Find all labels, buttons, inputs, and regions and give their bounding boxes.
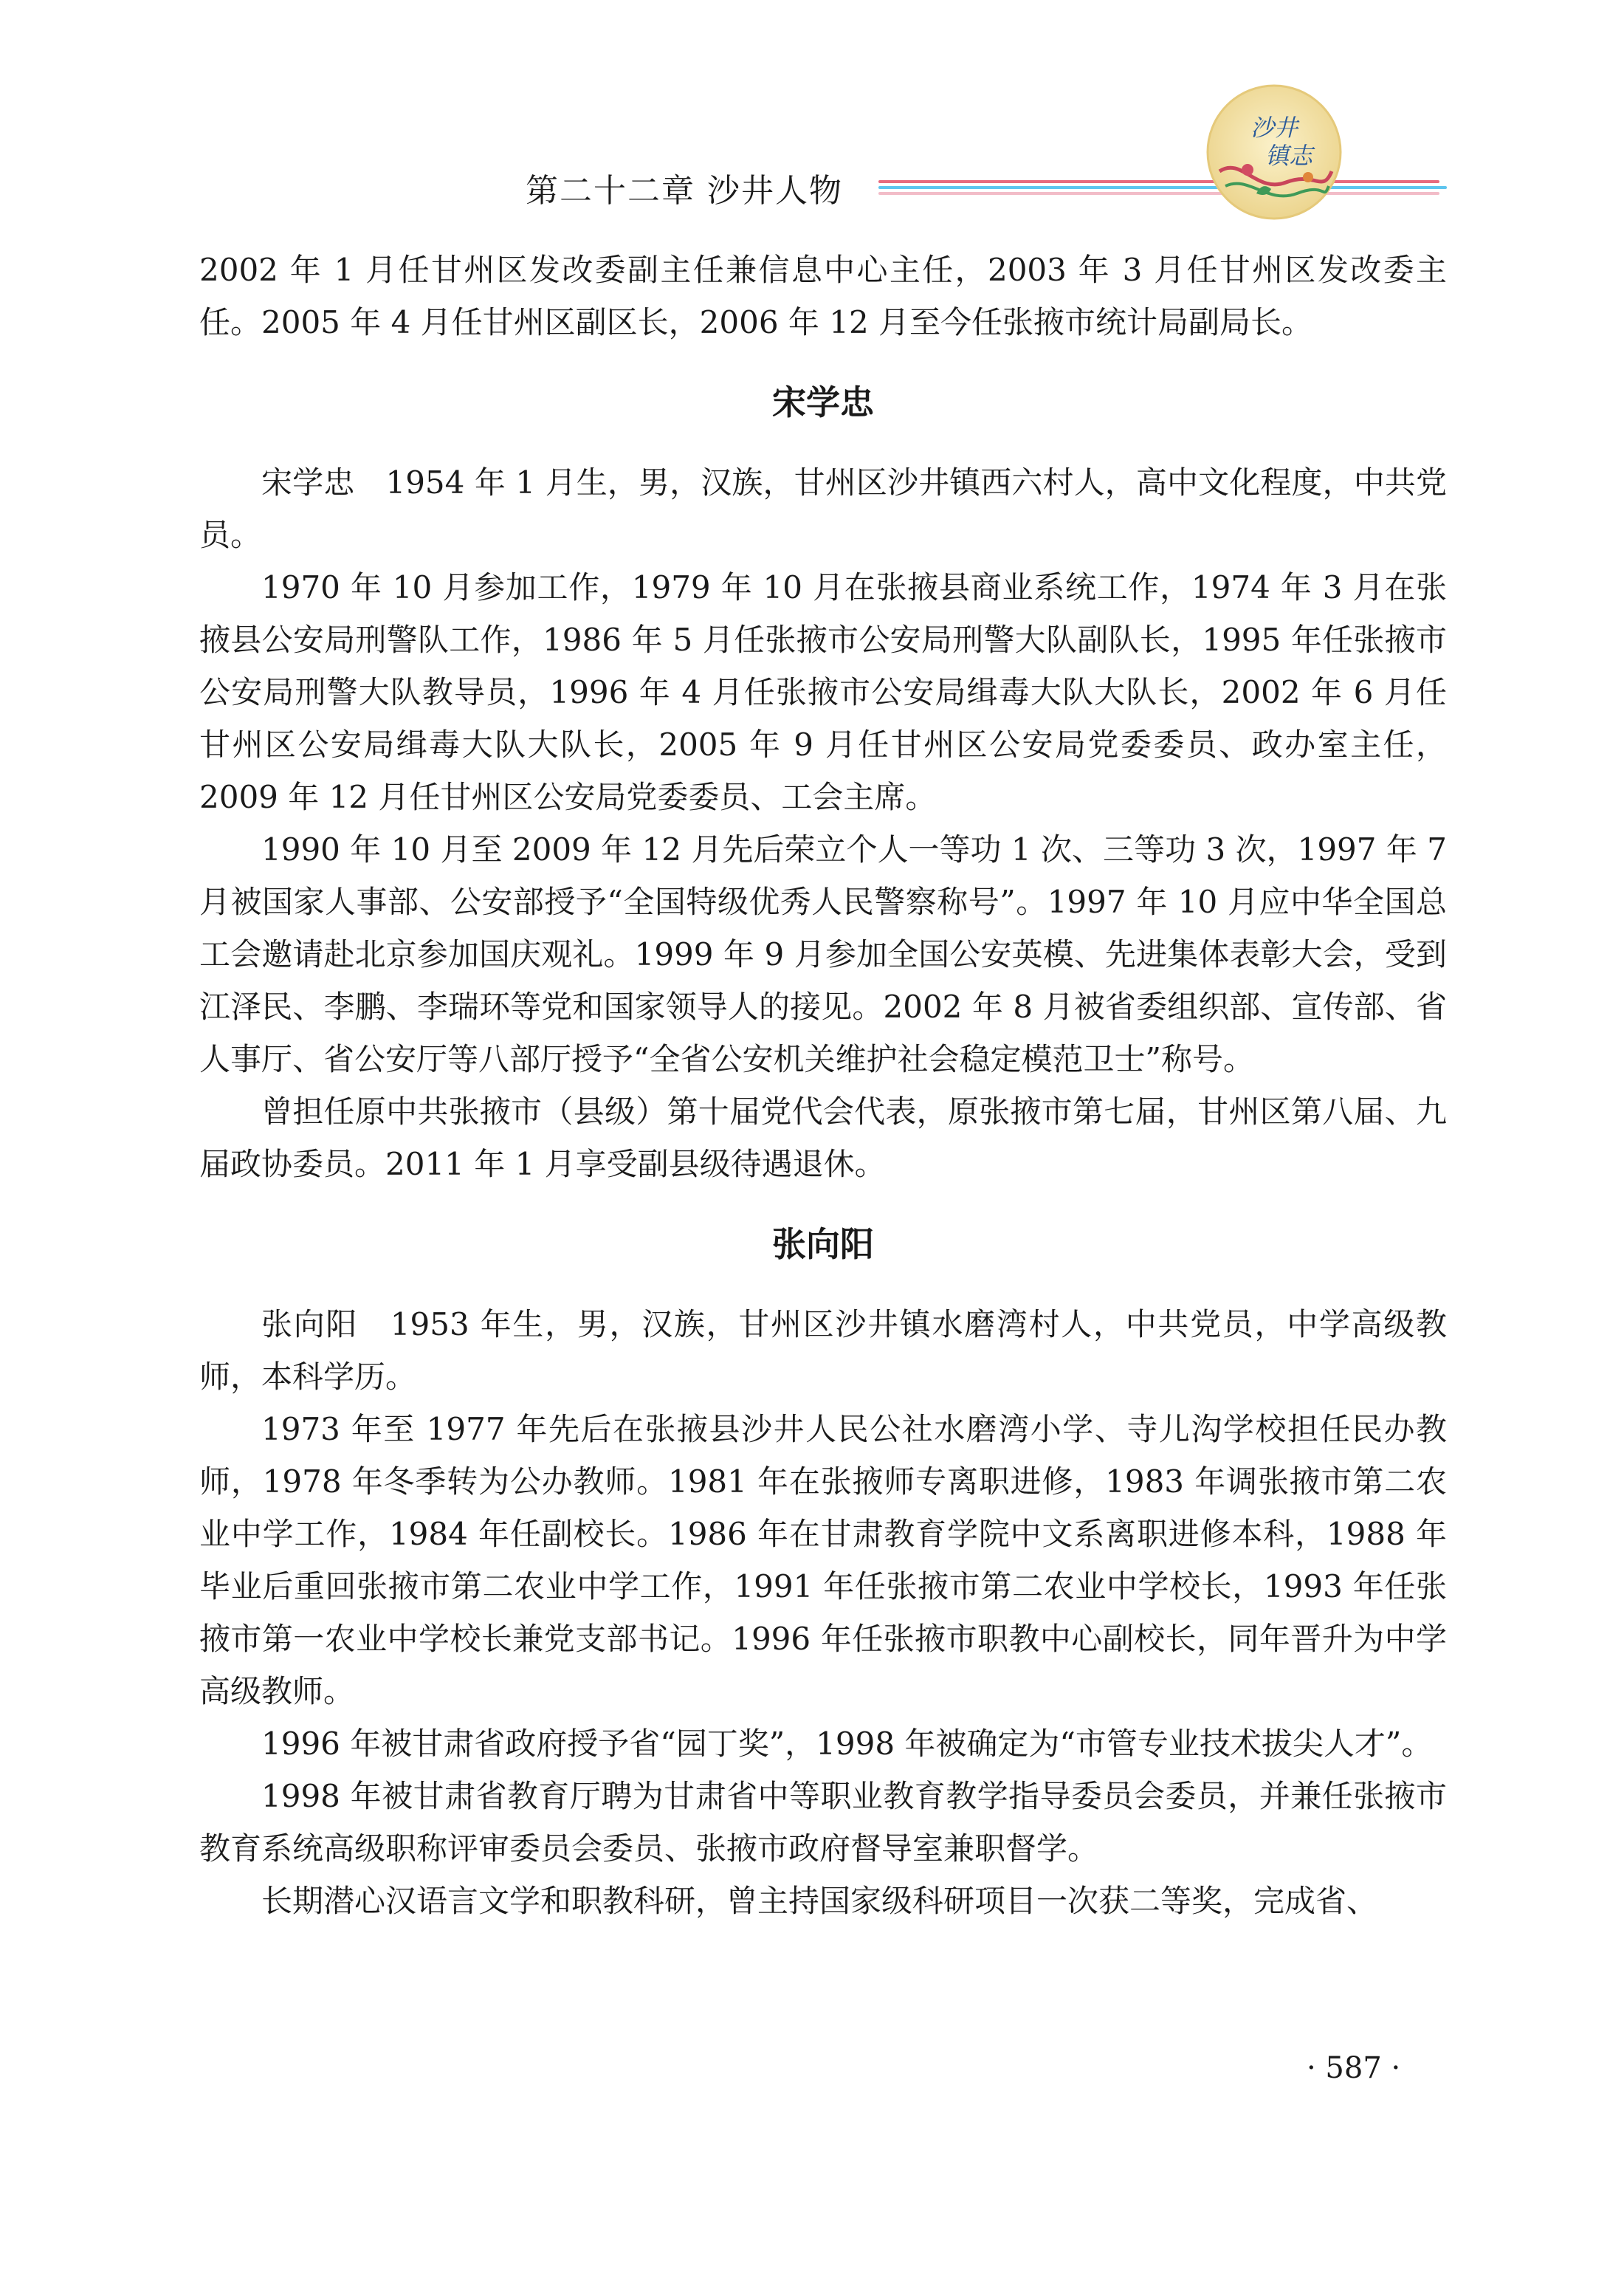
page-number: · 587 · [1307, 2051, 1401, 2085]
paragraph: 1970 年 10 月参加工作，1979 年 10 月在张掖县商业系统工作，1974 年 3 月在张掖县公安局刑警队工作，1986 年 5 月任张掖市公安局刑警大队副队长，1995 年任张掖市公安局刑警大队教导员，1996 年 4 月任张掖市公安局缉毒大队大队长，2002 年 6 月任甘州区公安局缉毒大队大队长，2005 年 9 月任甘州区公安局党委委员、政办室主任，2009 年 12 月任甘州区公安局党委委员、工会主席。 [199, 569, 1447, 815]
paragraph: 1990 年 10 月至 2009 年 12 月先后荣立个人一等功 1 次、三等功 3 次，1997 年 7 月被国家人事部、公安部授予“全国特级优秀人民警察称号”。1997 年 10 月应中华全国总工会邀请赴北京参加国庆观礼。1999 年 9 月参加全国公安英模、先进集体表彰大会，受到江泽民、李鹏、李瑞环等党和国家领导人的接见。2002 年 8 月被省委组织部、宣传部、省人事厅、省公安厅等八部厅授予“全省公安机关维护社会稳定模范卫士”称号。 [199, 831, 1447, 1077]
header-rule-blue [878, 186, 1447, 189]
paragraph: 曾担任原中共张掖市（县级）第十届党代会代表，原张掖市第七届，甘州区第八届、九届政协委员。2011 年 1 月享受副县级待遇退休。 [199, 1094, 1447, 1182]
page-body [199, 244, 1447, 1927]
section-heading-zhang-xiangyang: 张向阳 [772, 1224, 874, 1264]
seal-text-line2: 镇志 [1265, 142, 1313, 170]
chapter-title: 第二十二章 沙井人物 [526, 172, 843, 210]
paragraph: 1996 年被甘肃省政府授予省“园丁奖”，1998 年被确定为“市管专业技术拔尖人才”。 [261, 1726, 1433, 1762]
paragraph: 张向阳 1953 年生，男，汉族，甘州区沙井镇水磨湾村人，中共党员，中学高级教师，本科学历。 [199, 1306, 1447, 1395]
paragraph: 长期潜心汉语言文学和职教科研，曾主持国家级科研项目一次获二等奖，完成省、 [261, 1883, 1378, 1919]
header-rule-light-pink [878, 192, 1439, 195]
seal-text-line1: 沙井 [1250, 114, 1298, 142]
header-rule-pink [878, 180, 1439, 183]
paragraph: 1973 年至 1977 年先后在张掖县沙井人民公社水磨湾小学、寺儿沟学校担任民办教师，1978 年冬季转为公办教师。1981 年在张掖师专离职进修，1983 年调张掖市第二农业中学工作，1984 年任副校长。1986 年在甘肃教育学院中文系离职进修本科，1988 年毕业后重回张掖市第二农业中学工作，1991 年任张掖市第二农业中学校长，1993 年任张掖市第一农业中学校长兼党支部书记。1996 年任张掖市职教中心副校长，同年晋升为中学高级教师。 [199, 1411, 1447, 1709]
town-gazetteer-seal-logo [1205, 83, 1343, 222]
section-heading-song-xuezhong: 宋学忠 [772, 382, 874, 422]
intro-continuation: 2002 年 1 月任甘州区发改委副主任兼信息中心主任，2003 年 3 月任甘州区发改委主任。2005 年 4 月任甘州区副区长，2006 年 12 月至今任张掖市统计局副局长。 [199, 252, 1447, 340]
paragraph: 1998 年被甘肃省教育厅聘为甘肃省中等职业教育教学指导委员会委员，并兼任张掖市教育系统高级职称评审委员会委员、张掖市政府督导室兼职督学。 [199, 1778, 1447, 1867]
paragraph: 宋学忠 1954 年 1 月生，男，汉族，甘州区沙井镇西六村人，高中文化程度，中共党员。 [199, 464, 1447, 553]
